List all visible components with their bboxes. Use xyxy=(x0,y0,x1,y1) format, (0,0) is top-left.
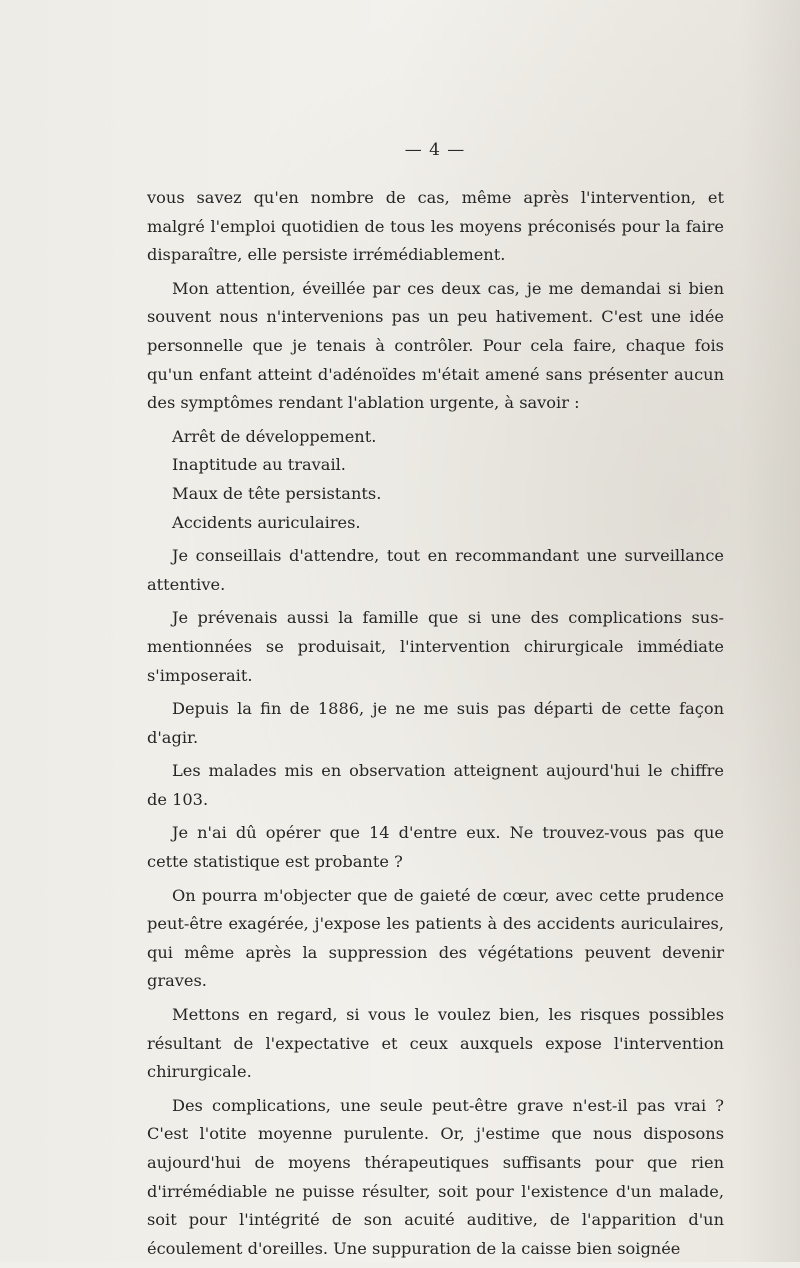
paragraph-statistics: Je n'ai dû opérer que 14 d'entre eux. Ne trouvez-vous pas que cette statistique est probante ? xyxy=(147,823,724,872)
symptom-list-item: Accidents auriculaires. xyxy=(172,512,361,532)
paragraph-patients-count: Les malades mis en observation atteignent aujourd'hui le chiffre de 103. xyxy=(147,761,724,809)
symptom-list-item: Maux de tête persistants. xyxy=(172,483,382,503)
paragraph-advice: Je conseillais d'attendre, tout en recommandant une surveillance attentive. xyxy=(147,546,724,594)
symptom-list-item: Arrêt de développement. xyxy=(172,426,377,446)
page-edge-shadow xyxy=(740,0,800,1262)
paragraph-since-1886: Depuis la fin de 1886, je ne me suis pas départi de cette façon d'agir. xyxy=(147,699,724,747)
symptom-list-item: Inaptitude au travail. xyxy=(172,455,346,475)
paragraph-attention: Mon attention, éveillée par ces deux cas, je me demandai si bien souvent nous n'intervenions pas un peu hativement. C'est une idée personnelle que je tenais à contrôler. Pour cela faire, chaque fois qu'un enfant atteint d'adénoïdes m'était amené sans présenter aucun des symptômes rendant l'ablation urgente, à savoir : xyxy=(147,278,724,413)
paragraph-complications: Des complications, une seule peut-être grave n'est-il pas vrai ? C'est l'otite moyenne purulente. Or, j'estime que nous disposons aujourd'hui de moyens thérapeutiques suffisants pour que rien d'irrémédiable ne puisse résulter, soit pour l'existence d'un malade, soit pour l'intégrité de son acuité auditive, de l'apparition d'un écoulement d'oreilles. Une suppuration de la caisse bien soignée xyxy=(147,1095,724,1258)
paragraph-continuation: vous savez qu'en nombre de cas, même après l'intervention, et malgré l'emploi quotidien de tous les moyens préconisés pour la faire disparaître, elle persiste irrémédiablement. xyxy=(147,188,724,265)
paragraph-objection: On pourra m'objecter que de gaieté de cœur, avec cette prudence peut-être exagérée, j'expose les patients à des accidents auriculaires, qui même après la suppression des végétations peuvent devenir graves. xyxy=(147,885,724,991)
page-number: — 4 — xyxy=(404,140,466,160)
paragraph-warning: Je prévenais aussi la famille que si une des complications sus-mentionnées se produisait, l'intervention chirurgicale immédiate s'imposerait. xyxy=(147,608,724,685)
paragraph-risks: Mettons en regard, si vous le voulez bien, les risques possibles résultant de l'expectative et ceux auxquels expose l'intervention chirurgicale. xyxy=(147,1005,724,1082)
body-text xyxy=(147,184,724,1268)
